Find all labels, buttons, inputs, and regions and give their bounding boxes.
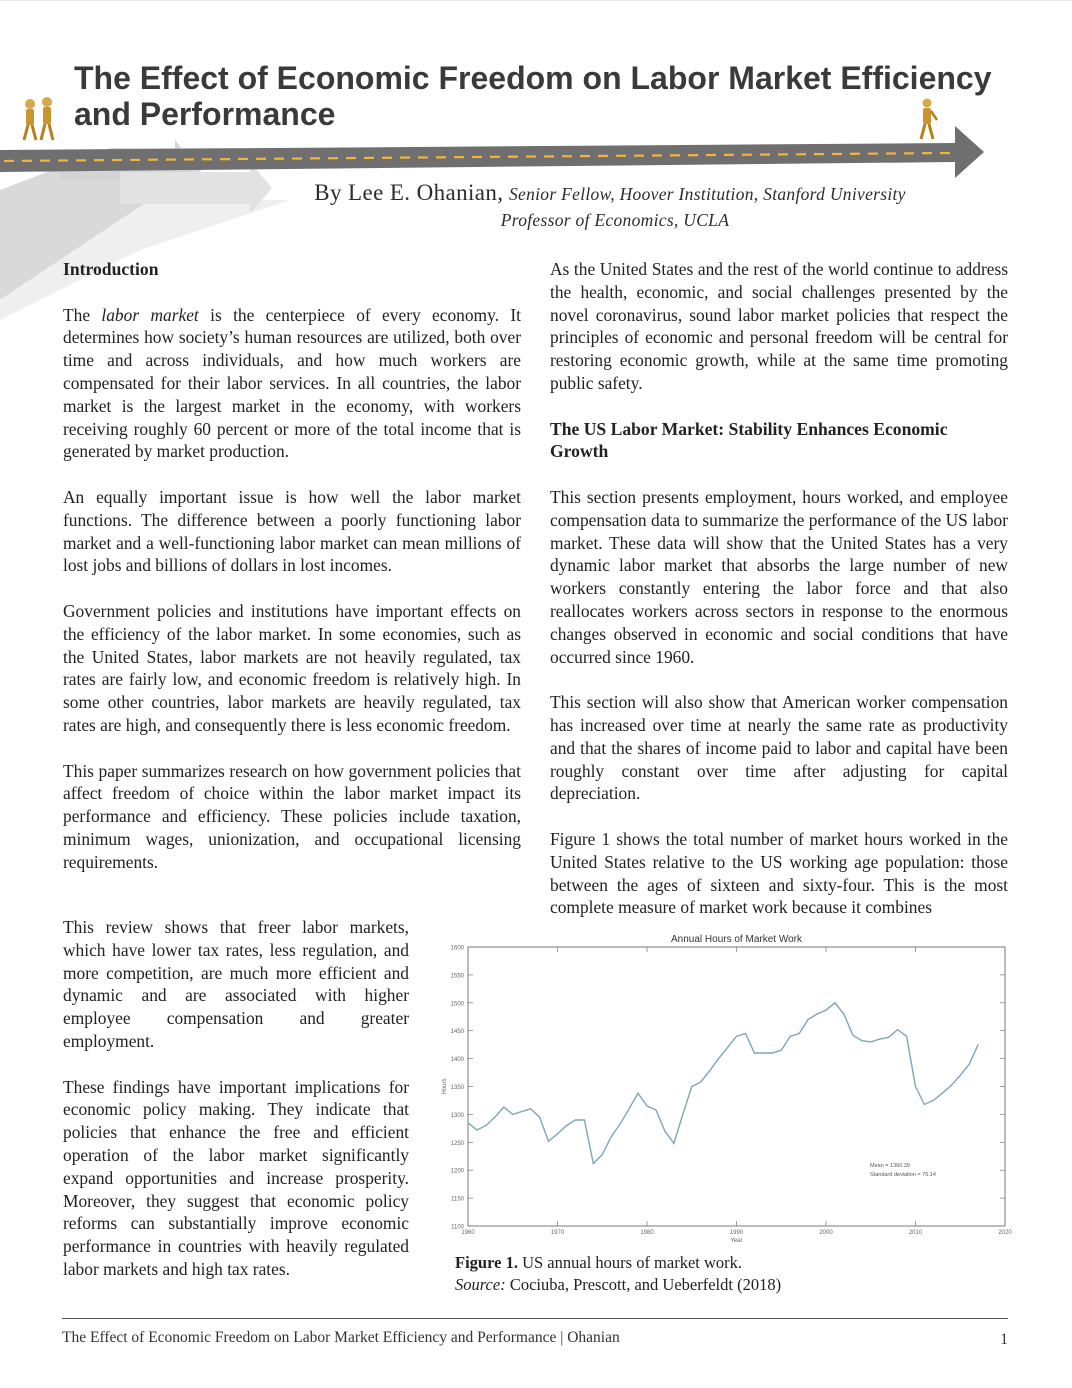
chart-title: Annual Hours of Market Work	[671, 934, 802, 945]
data-point	[521, 1111, 522, 1112]
data-point	[825, 1010, 826, 1011]
data-point	[861, 1040, 862, 1041]
paragraph: Figure 1 shows the total number of market hours worked in the United States relative to the US working age population: those between the ages of sixteen and sixty-four. This is the most complete measure of market work because it combines	[550, 828, 1008, 918]
data-point	[700, 1081, 701, 1082]
data-point	[709, 1070, 710, 1071]
data-point	[620, 1123, 621, 1124]
data-point	[790, 1036, 791, 1037]
data-point	[664, 1131, 665, 1132]
data-point	[870, 1041, 871, 1042]
data-point	[682, 1114, 683, 1115]
paragraph-text: The	[63, 304, 102, 325]
paragraph: These findings have important implications for economic policy making. They indicate that policies that enhance the free and efficient operation of the labor market significantly expand opportunities and increase prosperity. Moreover, they suggest that economic policy reforms can substantially improve economic performance in countries with heavily regulated labor markets and high tax rates.	[63, 1076, 409, 1279]
page-title: The Effect of Economic Freedom on Labor Market Efficiency and Performance	[74, 60, 992, 132]
data-point	[852, 1035, 853, 1036]
series-line-hours	[468, 1003, 978, 1164]
data-point	[817, 1013, 818, 1014]
x-tick-label: 1980	[640, 1230, 654, 1236]
data-point	[691, 1086, 692, 1087]
data-point	[754, 1052, 755, 1053]
data-point	[575, 1119, 576, 1120]
data-point	[611, 1136, 612, 1137]
y-tick-label: 1450	[450, 1029, 464, 1036]
page-number: 1	[1000, 1331, 1008, 1348]
data-point	[808, 1019, 809, 1020]
paragraph-text: is the centerpiece of every economy. It determines how society’s human resources are utilized, both over time and across individuals, and how much workers are compensated for their labor services. In all countries, the labor market is the largest market in the economy, with workers receiving roughly 60 percent or more of the total income that is generated by market production.	[63, 304, 521, 462]
data-point	[942, 1093, 943, 1094]
author-affiliation-2: Professor of Economics, UCLA	[500, 210, 730, 230]
plot-frame	[468, 947, 1005, 1226]
data-point	[566, 1125, 567, 1126]
road-arrow	[0, 126, 984, 178]
left-column	[63, 258, 521, 896]
data-point	[602, 1154, 603, 1155]
paragraph: As the United States and the rest of the world continue to address the health, economic, and social challenges presented by the novel coronavirus, sound labor market policies that respect the principles of economic and personal freedom will be central for restoring economic growth, while at the same time promoting public safety.	[550, 259, 1008, 393]
data-point	[978, 1044, 979, 1045]
data-point	[476, 1129, 477, 1130]
data-point	[834, 1002, 835, 1003]
source-text: Cociuba, Prescott, and Ueberfeldt (2018)	[505, 1275, 782, 1294]
data-point	[888, 1037, 889, 1038]
data-point	[557, 1133, 558, 1134]
emphasis-labor-market: labor market	[101, 304, 199, 325]
paragraph: This review shows that freer labor markets, which have lower tax rates, less regulation, and more competition, are much more efficient and dynamic and are associated with higher employee compensation and greater employment.	[63, 917, 409, 1051]
data-point	[512, 1114, 513, 1115]
data-point	[772, 1052, 773, 1053]
data-point	[736, 1036, 737, 1037]
footer-text: The Effect of Economic Freedom on Labor Market Efficiency and Performance | Ohanian	[62, 1329, 620, 1346]
x-tick-label: 2020	[998, 1230, 1012, 1236]
y-tick-label: 1500	[450, 1001, 464, 1008]
x-tick-label: 1960	[461, 1230, 475, 1236]
x-axis-label: Year	[730, 1238, 743, 1244]
source-label: Source:	[455, 1275, 506, 1294]
paragraph: This paper summarizes research on how government policies that affect freedom of choice within the labor market impact its performance and efficiency. These policies include taxation, minimum wages, unionization, and occupational licensing requirements.	[63, 760, 521, 872]
data-point	[745, 1033, 746, 1034]
data-point	[879, 1039, 880, 1040]
figure-caption	[455, 1252, 1015, 1296]
left-column-lower	[63, 916, 409, 1304]
data-point	[467, 1122, 468, 1123]
y-tick-label: 1550	[450, 973, 464, 980]
data-point	[969, 1064, 970, 1065]
data-point	[655, 1109, 656, 1110]
y-tick-label: 1600	[450, 945, 464, 952]
data-point	[897, 1029, 898, 1030]
y-tick-label: 1250	[450, 1140, 464, 1147]
y-tick-label: 1300	[450, 1112, 464, 1119]
data-point	[906, 1036, 907, 1037]
chart-annotation: Standard deviation = 76.14	[870, 1172, 936, 1178]
data-point	[781, 1050, 782, 1051]
author-name: By Lee E. Ohanian,	[314, 180, 504, 205]
data-point	[915, 1086, 916, 1087]
x-tick-label: 2010	[908, 1230, 923, 1236]
paragraph: This section will also show that American worker compensation has increased over time at nearly the same rate as productivity and that the shares of income paid to labor and capital have been roughly constant over time after adjusting for capital depreciation.	[550, 692, 1008, 804]
data-point	[637, 1093, 638, 1094]
y-tick-label: 1200	[450, 1168, 464, 1175]
data-point	[584, 1119, 585, 1120]
paragraph: This section presents employment, hours worked, and employee compensation data to summarize the performance of the US labor market. These data will show that the United States has a very dynamic labor market that absorbs the large number of new workers constantly entering the labor force and that also reallocates workers across sectors in response to the enormous changes observed in economic and social conditions that have occurred since 1960.	[550, 486, 1008, 667]
data-point	[951, 1085, 952, 1086]
y-tick-label: 1350	[450, 1085, 464, 1091]
x-tick-label: 1970	[550, 1230, 565, 1236]
chart-annotation: Mean = 1360.39	[870, 1163, 910, 1169]
section-heading-introduction: Introduction	[63, 259, 159, 279]
footer-rule	[62, 1318, 1008, 1319]
y-tick-label: 1100	[451, 1224, 464, 1231]
data-point	[727, 1047, 728, 1048]
y-axis-label: Hours	[442, 1078, 448, 1095]
data-point	[548, 1141, 549, 1142]
section-heading-us-labor-market: The US Labor Market: Stability Enhances Economic Growth	[550, 418, 948, 462]
byline	[230, 180, 990, 233]
x-tick-label: 2000	[819, 1230, 833, 1236]
data-point	[799, 1033, 800, 1034]
data-point	[485, 1125, 486, 1126]
right-column	[550, 258, 1008, 942]
figure-chart	[430, 925, 1020, 1245]
data-point	[960, 1075, 961, 1076]
data-point	[494, 1117, 495, 1118]
data-point	[718, 1058, 719, 1059]
author-affiliation-1: Senior Fellow, Hoover Institution, Stanford University	[508, 184, 906, 204]
figure-label: Figure 1.	[455, 1253, 518, 1272]
figure-caption-text: US annual hours of market work.	[517, 1253, 743, 1272]
data-point	[503, 1107, 504, 1108]
paragraph: An equally important issue is how well the labor market functions. The difference between a poorly functioning labor market and a well-functioning labor market can mean millions of lost jobs and billions of dollars in lost incomes.	[63, 486, 521, 576]
data-point	[530, 1108, 531, 1109]
data-point	[843, 1013, 844, 1014]
data-point	[763, 1052, 764, 1053]
data-point	[673, 1143, 674, 1144]
walkers-figure-icon	[24, 97, 53, 140]
y-tick-label: 1400	[450, 1057, 464, 1064]
paragraph	[63, 304, 521, 464]
x-tick-label: 1990	[729, 1230, 744, 1236]
data-point	[539, 1117, 540, 1118]
data-point	[593, 1163, 594, 1164]
data-point	[933, 1100, 934, 1101]
data-point	[924, 1104, 925, 1105]
data-point	[629, 1108, 630, 1109]
y-tick-label: 1150	[451, 1196, 464, 1203]
data-point	[646, 1105, 647, 1106]
paragraph: Government policies and institutions have important effects on the efficiency of the labor market. In some economies, such as the United States, labor markets are not heavily regulated, tax rates are fairly low, and economic freedom is relatively high. In some other countries, labor markets are heavily regulated, tax rates are high, and consequently there is less economic freedom.	[63, 600, 521, 735]
